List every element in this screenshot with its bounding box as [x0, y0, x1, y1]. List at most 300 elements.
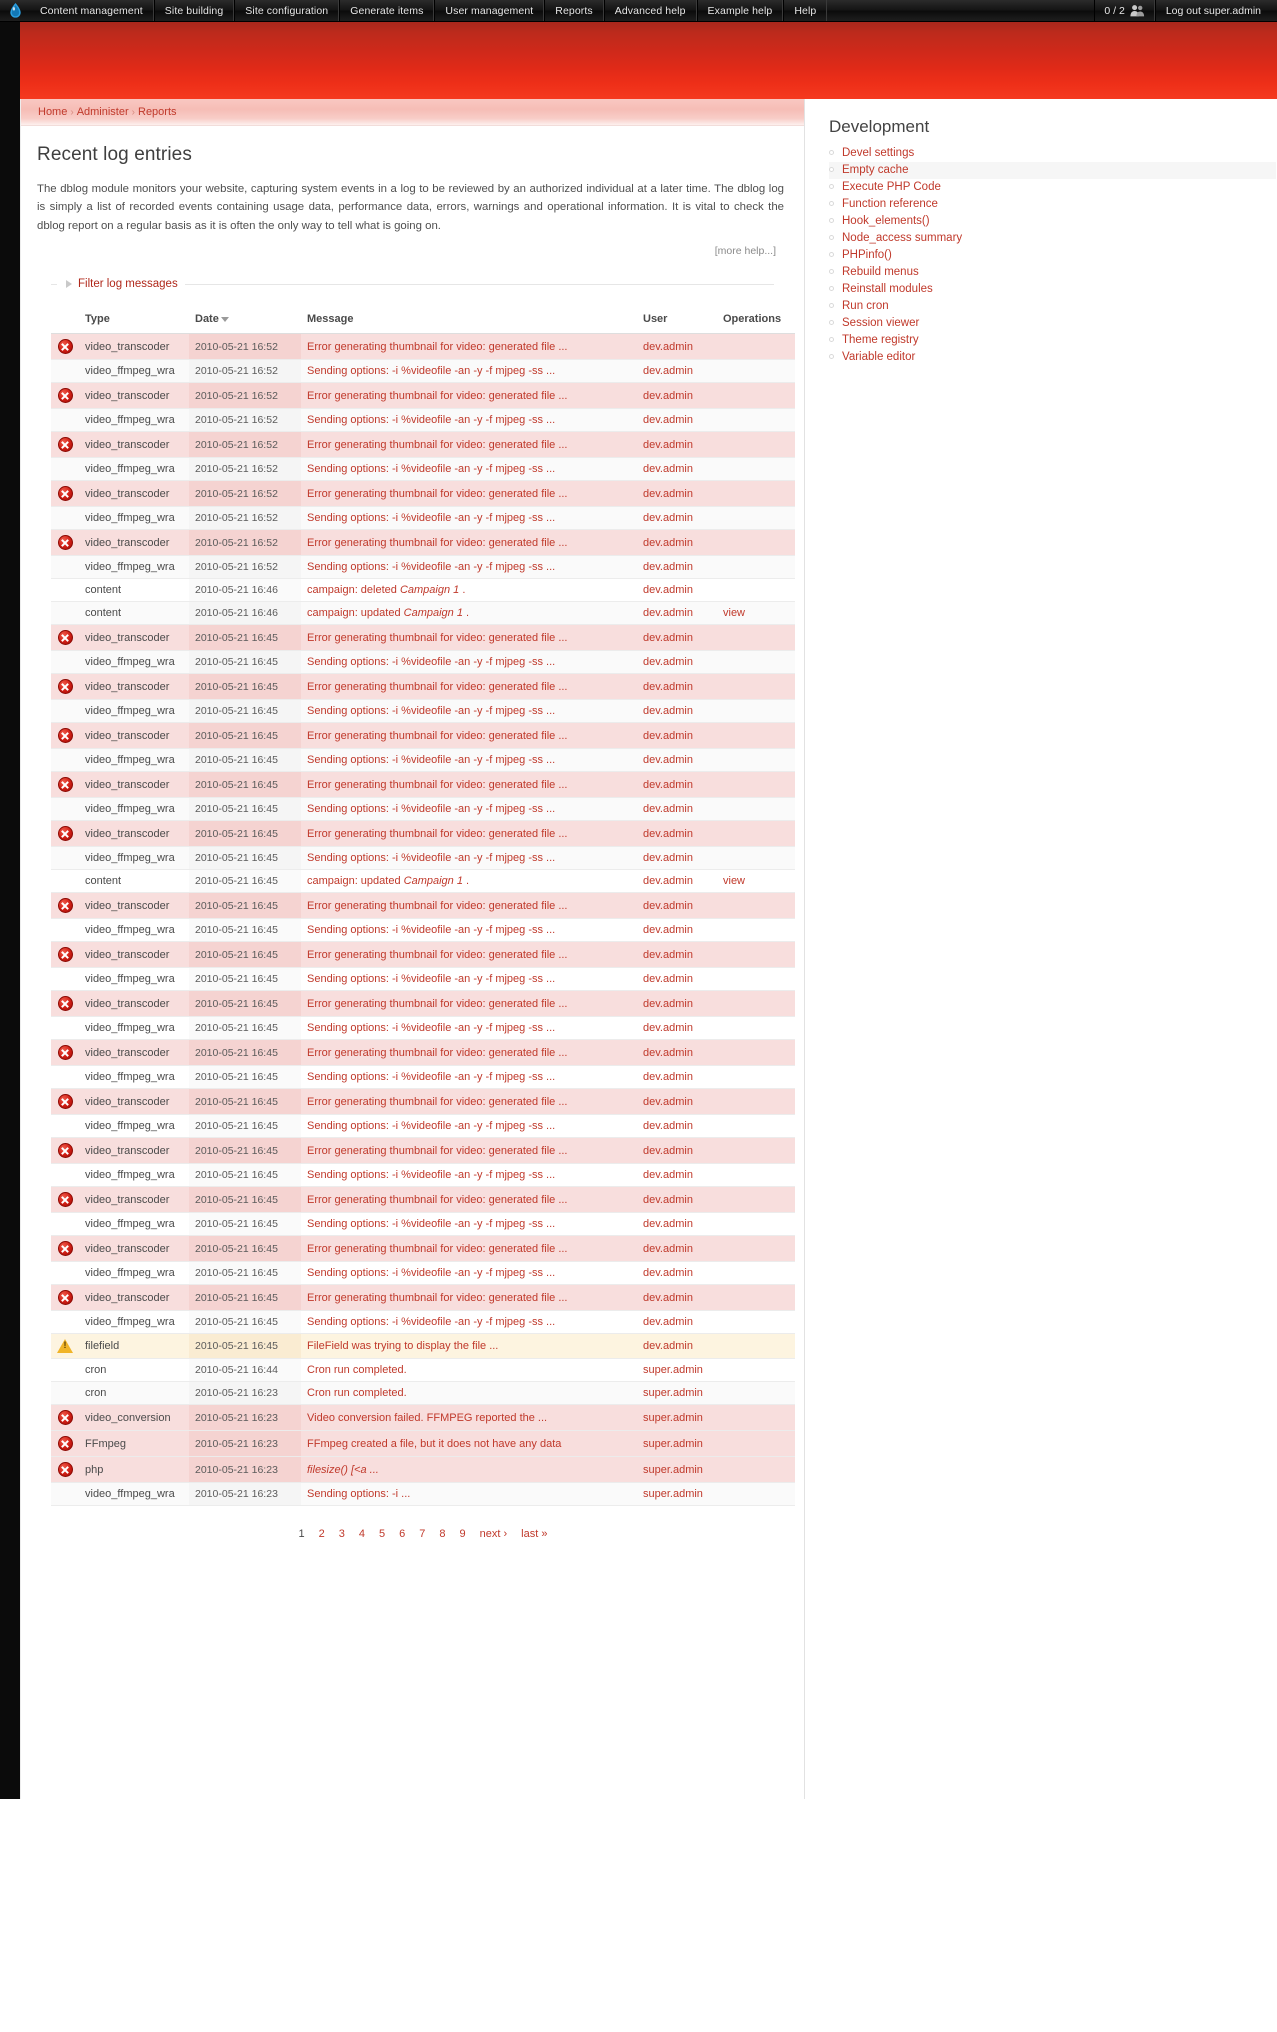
- user-link[interactable]: dev.admin: [643, 561, 693, 574]
- cell-date: 2010-05-21 16:45: [189, 1115, 301, 1138]
- toolbar-item-example-help[interactable]: Example help: [697, 0, 784, 21]
- error-icon: [58, 777, 73, 792]
- message-link[interactable]: Error generating thumbnail for video: generated file ...: [307, 1046, 568, 1059]
- message-link[interactable]: Error generating thumbnail for video: generated file ...: [307, 1144, 568, 1157]
- table-row[interactable]: [51, 1213, 795, 1236]
- table-row[interactable]: [51, 1138, 795, 1164]
- cell-date: 2010-05-21 16:45: [189, 651, 301, 674]
- cell-message: [301, 1334, 637, 1359]
- message-link[interactable]: Sending options: -i %videofile -an -y -f mjpeg -ss ...: [307, 803, 556, 816]
- cell-type: video_transcoder: [79, 432, 189, 458]
- message-link[interactable]: Cron run completed.: [307, 1364, 407, 1377]
- cell-message: [301, 481, 637, 507]
- pager-page-8[interactable]: 8: [439, 1528, 446, 1541]
- cell-message: [301, 1457, 637, 1483]
- table-row[interactable]: [51, 1066, 795, 1089]
- user-link[interactable]: dev.admin: [643, 899, 693, 912]
- pager: [51, 1528, 795, 1580]
- cell-message: [301, 1311, 637, 1334]
- cell-message: [301, 409, 637, 432]
- table-row[interactable]: [51, 1040, 795, 1066]
- user-link[interactable]: dev.admin: [643, 607, 693, 620]
- cell-type: video_ffmpeg_wra: [79, 968, 189, 991]
- user-link[interactable]: dev.admin: [643, 1120, 693, 1133]
- table-row[interactable]: [51, 870, 795, 893]
- user-link[interactable]: dev.admin: [643, 1022, 693, 1035]
- table-row[interactable]: [51, 1334, 795, 1359]
- user-link[interactable]: dev.admin: [643, 631, 693, 644]
- sidebar-item-label[interactable]: Session viewer: [842, 317, 920, 329]
- table-row[interactable]: [51, 1311, 795, 1334]
- user-link[interactable]: dev.admin: [643, 1144, 693, 1157]
- logout-link[interactable]: Log out super.admin: [1155, 0, 1277, 21]
- operation-view-link[interactable]: view: [723, 875, 746, 888]
- cell-operations: [717, 1457, 795, 1483]
- cell-type: video_ffmpeg_wra: [79, 847, 189, 870]
- message-link[interactable]: Sending options: -i %videofile -an -y -f mjpeg -ss ...: [307, 561, 556, 574]
- sidebar-item-label[interactable]: Variable editor: [842, 351, 916, 363]
- message-link[interactable]: Error generating thumbnail for video: generated file ...: [307, 680, 568, 693]
- table-row[interactable]: [51, 507, 795, 530]
- triangle-right-icon: [66, 280, 72, 288]
- operation-view-link[interactable]: view: [723, 607, 746, 620]
- cell-message: [301, 1382, 637, 1405]
- table-row[interactable]: [51, 1285, 795, 1311]
- severity-none: [51, 458, 79, 481]
- severity-error-icon: [51, 432, 79, 458]
- user-link[interactable]: dev.admin: [643, 414, 693, 427]
- severity-error-icon: [51, 942, 79, 968]
- message-link[interactable]: Error generating thumbnail for video: generated file ...: [307, 389, 568, 402]
- message-link[interactable]: Sending options: -i %videofile -an -y -f mjpeg -ss ...: [307, 1120, 556, 1133]
- cell-operations: [717, 1187, 795, 1213]
- user-link[interactable]: dev.admin: [643, 365, 693, 378]
- sidebar-item-label[interactable]: Run cron: [842, 300, 889, 312]
- user-link[interactable]: dev.admin: [643, 487, 693, 500]
- table-row[interactable]: [51, 893, 795, 919]
- online-users-indicator[interactable]: [1094, 0, 1154, 21]
- drupal-logo[interactable]: [0, 0, 30, 21]
- severity-error-icon: [51, 1187, 79, 1213]
- cell-user: [637, 334, 717, 360]
- cell-date: 2010-05-21 16:45: [189, 772, 301, 798]
- table-row[interactable]: [51, 530, 795, 556]
- bullet-icon: [829, 252, 834, 257]
- cell-user: [637, 1431, 717, 1457]
- admin-toolbar: [0, 0, 1277, 21]
- cell-operations: [717, 625, 795, 651]
- toolbar-item-site-configuration[interactable]: Site configuration: [234, 0, 339, 21]
- user-link[interactable]: dev.admin: [643, 1316, 693, 1329]
- message-link[interactable]: Sending options: -i %videofile -an -y -f mjpeg -ss ...: [307, 512, 556, 525]
- table-row[interactable]: [51, 458, 795, 481]
- message-link[interactable]: Sending options: -i %videofile -an -y -f mjpeg -ss ...: [307, 1169, 556, 1182]
- table-row[interactable]: [51, 674, 795, 700]
- cell-operations: [717, 991, 795, 1017]
- cell-operations: [717, 507, 795, 530]
- user-link[interactable]: dev.admin: [643, 512, 693, 525]
- severity-error-icon: [51, 674, 79, 700]
- table-row[interactable]: [51, 968, 795, 991]
- sidebar-item-execute-php-code[interactable]: [829, 179, 1276, 196]
- user-link[interactable]: dev.admin: [643, 1071, 693, 1084]
- message-link[interactable]: Sending options: -i %videofile -an -y -f mjpeg -ss ...: [307, 414, 556, 427]
- toolbar-item-content-management[interactable]: Content management: [30, 0, 154, 21]
- sidebar-item-session-viewer[interactable]: [829, 315, 1276, 332]
- table-row[interactable]: [51, 1262, 795, 1285]
- message-link[interactable]: Error generating thumbnail for video: generated file ...: [307, 1193, 568, 1206]
- pager-next[interactable]: next ›: [479, 1528, 508, 1541]
- pager-last[interactable]: last »: [521, 1528, 548, 1541]
- cell-user: [637, 507, 717, 530]
- cell-message: [301, 772, 637, 798]
- message-link[interactable]: Error generating thumbnail for video: generated file ...: [307, 948, 568, 961]
- user-link[interactable]: dev.admin: [643, 705, 693, 718]
- message-link[interactable]: Cron run completed.: [307, 1387, 407, 1400]
- message-link[interactable]: Sending options: -i %videofile -an -y -f mjpeg -ss ...: [307, 365, 556, 378]
- message-link[interactable]: Sending options: -i %videofile -an -y -f mjpeg -ss ...: [307, 1218, 556, 1231]
- pager-page-1[interactable]: 1: [298, 1528, 305, 1541]
- user-link[interactable]: dev.admin: [643, 973, 693, 986]
- bullet-icon: [829, 320, 834, 325]
- message-link[interactable]: Sending options: -i %videofile -an -y -f mjpeg -ss ...: [307, 1071, 556, 1084]
- error-icon: [58, 898, 73, 913]
- message-link[interactable]: campaign: deleted Campaign 1 .: [307, 584, 466, 597]
- user-link[interactable]: dev.admin: [643, 803, 693, 816]
- toolbar-item-help[interactable]: Help: [783, 0, 827, 21]
- cell-user: [637, 1334, 717, 1359]
- more-help-link[interactable]: [more help...]: [714, 245, 776, 258]
- table-row[interactable]: [51, 798, 795, 821]
- message-link[interactable]: campaign: updated Campaign 1 .: [307, 607, 470, 620]
- user-link[interactable]: dev.admin: [643, 1291, 693, 1304]
- message-link[interactable]: Error generating thumbnail for video: generated file ...: [307, 729, 568, 742]
- cell-date: 2010-05-21 16:45: [189, 1138, 301, 1164]
- table-row[interactable]: [51, 942, 795, 968]
- message-link[interactable]: Sending options: -i %videofile -an -y -f mjpeg -ss ...: [307, 1267, 556, 1280]
- user-link[interactable]: dev.admin: [643, 778, 693, 791]
- cell-user: [637, 919, 717, 942]
- breadcrumb-item-administer[interactable]: Administer: [76, 106, 129, 118]
- user-link[interactable]: dev.admin: [643, 340, 693, 353]
- user-link[interactable]: dev.admin: [643, 1193, 693, 1206]
- cell-date: 2010-05-21 16:23: [189, 1431, 301, 1457]
- sidebar-item-phpinfo[interactable]: [829, 247, 1276, 264]
- message-link[interactable]: Error generating thumbnail for video: generated file ...: [307, 997, 568, 1010]
- sidebar-item-devel-settings[interactable]: [829, 145, 1276, 162]
- message-link[interactable]: Sending options: -i %videofile -an -y -f mjpeg -ss ...: [307, 1316, 556, 1329]
- cell-message: [301, 1066, 637, 1089]
- user-link[interactable]: dev.admin: [643, 656, 693, 669]
- table-row[interactable]: [51, 1164, 795, 1187]
- message-emphasis: Campaign 1: [403, 875, 463, 888]
- cell-operations: [717, 602, 795, 625]
- message-link[interactable]: Sending options: -i %videofile -an -y -f mjpeg -ss ...: [307, 705, 556, 718]
- error-icon: [58, 535, 73, 550]
- severity-none: [51, 1066, 79, 1089]
- cell-message: [301, 458, 637, 481]
- sidebar-item-label[interactable]: Theme registry: [842, 334, 919, 346]
- bullet-icon: [829, 235, 834, 240]
- cell-operations: [717, 1164, 795, 1187]
- message-link[interactable]: Error generating thumbnail for video: generated file ...: [307, 1242, 568, 1255]
- message-link[interactable]: [307, 1464, 379, 1476]
- breadcrumb-separator: ›: [70, 107, 74, 118]
- cell-type: video_transcoder: [79, 942, 189, 968]
- user-link[interactable]: dev.admin: [643, 827, 693, 840]
- user-link[interactable]: super.admin: [643, 1488, 703, 1501]
- sidebar-item-theme-registry[interactable]: [829, 332, 1276, 349]
- cell-user: [637, 942, 717, 968]
- cell-user: [637, 1262, 717, 1285]
- cell-user: [637, 847, 717, 870]
- message-link[interactable]: Error generating thumbnail for video: generated file ...: [307, 487, 568, 500]
- cell-operations: [717, 1213, 795, 1236]
- cell-operations: [717, 1089, 795, 1115]
- cell-user: [637, 798, 717, 821]
- banner-left-rail: [0, 22, 20, 99]
- sidebar-item-label[interactable]: Hook_elements(): [842, 215, 930, 227]
- user-link[interactable]: dev.admin: [643, 584, 693, 597]
- table-row[interactable]: [51, 432, 795, 458]
- user-link[interactable]: dev.admin: [643, 754, 693, 767]
- cell-date: 2010-05-21 16:52: [189, 432, 301, 458]
- table-row[interactable]: [51, 919, 795, 942]
- cell-user: [637, 530, 717, 556]
- sidebar-item-rebuild-menus[interactable]: [829, 264, 1276, 281]
- message-link[interactable]: Sending options: -i ...: [307, 1488, 411, 1501]
- message-link[interactable]: Error generating thumbnail for video: generated file ...: [307, 899, 568, 912]
- cell-date: 2010-05-21 16:45: [189, 1334, 301, 1359]
- sidebar-item-hook-elements[interactable]: [829, 213, 1276, 230]
- table-row[interactable]: [51, 772, 795, 798]
- sidebar-item-label[interactable]: Devel settings: [842, 147, 915, 159]
- cell-user: [637, 602, 717, 625]
- user-link[interactable]: dev.admin: [643, 1242, 693, 1255]
- user-link[interactable]: dev.admin: [643, 852, 693, 865]
- sidebar-item-variable-editor[interactable]: [829, 349, 1276, 366]
- user-link[interactable]: super.admin: [643, 1387, 703, 1400]
- table-row[interactable]: [51, 1236, 795, 1262]
- user-link[interactable]: dev.admin: [643, 997, 693, 1010]
- warning-icon: [57, 1339, 73, 1353]
- message-link[interactable]: Sending options: -i %videofile -an -y -f mjpeg -ss ...: [307, 852, 556, 865]
- table-row[interactable]: [51, 481, 795, 507]
- message-link[interactable]: Error generating thumbnail for video: generated file ...: [307, 536, 568, 549]
- table-row[interactable]: [51, 1382, 795, 1405]
- table-row[interactable]: [51, 409, 795, 432]
- table-row[interactable]: [51, 1359, 795, 1382]
- user-link[interactable]: dev.admin: [643, 463, 693, 476]
- cell-type: video_transcoder: [79, 625, 189, 651]
- message-link[interactable]: Sending options: -i %videofile -an -y -f mjpeg -ss ...: [307, 924, 556, 937]
- table-row[interactable]: [51, 749, 795, 772]
- table-row[interactable]: [51, 1483, 795, 1506]
- user-link[interactable]: super.admin: [643, 1411, 703, 1424]
- sidebar-item-label[interactable]: Empty cache: [842, 164, 909, 176]
- user-link[interactable]: super.admin: [643, 1364, 703, 1377]
- table-row[interactable]: [51, 847, 795, 870]
- table-row[interactable]: [51, 991, 795, 1017]
- user-link[interactable]: dev.admin: [643, 536, 693, 549]
- user-link[interactable]: dev.admin: [643, 389, 693, 402]
- user-link[interactable]: dev.admin: [643, 875, 693, 888]
- user-link[interactable]: dev.admin: [643, 1169, 693, 1182]
- cell-user: [637, 651, 717, 674]
- cell-date: 2010-05-21 16:45: [189, 919, 301, 942]
- user-link[interactable]: dev.admin: [643, 1340, 693, 1353]
- table-row[interactable]: [51, 1431, 795, 1457]
- user-link[interactable]: dev.admin: [643, 438, 693, 451]
- table-row[interactable]: [51, 1115, 795, 1138]
- sidebar-item-reinstall-modules[interactable]: [829, 281, 1276, 298]
- sidebar-item-label[interactable]: Rebuild menus: [842, 266, 919, 278]
- table-row[interactable]: [51, 651, 795, 674]
- cell-date: 2010-05-21 16:45: [189, 798, 301, 821]
- cell-user: [637, 1311, 717, 1334]
- severity-error-icon: [51, 1236, 79, 1262]
- log-table-header-row: [51, 307, 795, 334]
- cell-message: [301, 1285, 637, 1311]
- error-icon: [58, 728, 73, 743]
- table-row[interactable]: [51, 334, 795, 360]
- breadcrumb-item-reports[interactable]: Reports: [138, 106, 177, 118]
- sidebar-item-empty-cache[interactable]: [829, 162, 1276, 179]
- pager-page-5[interactable]: 5: [379, 1528, 386, 1541]
- user-link[interactable]: dev.admin: [643, 680, 693, 693]
- sidebar-item-node-access-summary[interactable]: [829, 230, 1276, 247]
- message-link[interactable]: Error generating thumbnail for video: generated file ...: [307, 1095, 568, 1108]
- cell-date: 2010-05-21 16:45: [189, 674, 301, 700]
- toolbar-item-site-building[interactable]: Site building: [154, 0, 235, 21]
- user-link[interactable]: dev.admin: [643, 1095, 693, 1108]
- message-link[interactable]: Sending options: -i %videofile -an -y -f mjpeg -ss ...: [307, 754, 556, 767]
- sidebar-item-label[interactable]: Reinstall modules: [842, 283, 933, 295]
- severity-none: [51, 749, 79, 772]
- table-row[interactable]: [51, 1457, 795, 1483]
- cell-user: [637, 481, 717, 507]
- severity-error-icon: [51, 481, 79, 507]
- user-link[interactable]: dev.admin: [643, 948, 693, 961]
- table-row[interactable]: [51, 556, 795, 579]
- header-user[interactable]: User: [637, 307, 717, 334]
- sidebar-item-label[interactable]: PHPinfo(): [842, 249, 892, 261]
- filter-log-messages-toggle[interactable]: [57, 278, 185, 290]
- table-row[interactable]: [51, 821, 795, 847]
- cell-date: 2010-05-21 16:45: [189, 1213, 301, 1236]
- table-row[interactable]: [51, 579, 795, 602]
- sidebar-item-label[interactable]: Function reference: [842, 198, 938, 210]
- table-row[interactable]: [51, 602, 795, 625]
- cell-operations: [717, 1483, 795, 1506]
- cell-operations: [717, 360, 795, 383]
- message-link[interactable]: Error generating thumbnail for video: generated file ...: [307, 827, 568, 840]
- message-link[interactable]: Sending options: -i %videofile -an -y -f mjpeg -ss ...: [307, 1022, 556, 1035]
- severity-error-icon: [51, 1040, 79, 1066]
- cell-user: [637, 1382, 717, 1405]
- table-row[interactable]: [51, 700, 795, 723]
- cell-date: 2010-05-21 16:23: [189, 1457, 301, 1483]
- pager-page-6[interactable]: 6: [399, 1528, 406, 1541]
- cell-user: [637, 383, 717, 409]
- user-link[interactable]: dev.admin: [643, 729, 693, 742]
- pager-page-9[interactable]: 9: [459, 1528, 466, 1541]
- header-date[interactable]: [189, 307, 301, 334]
- pager-page-4[interactable]: 4: [358, 1528, 366, 1541]
- cell-date: 2010-05-21 16:45: [189, 1311, 301, 1334]
- breadcrumb-item-home[interactable]: Home: [38, 106, 68, 118]
- sidebar-item-run-cron[interactable]: [829, 298, 1276, 315]
- user-link[interactable]: dev.admin: [643, 1218, 693, 1231]
- cell-message: [301, 870, 637, 893]
- message-link[interactable]: Sending options: -i %videofile -an -y -f mjpeg -ss ...: [307, 973, 556, 986]
- message-link[interactable]: Error generating thumbnail for video: generated file ...: [307, 1291, 568, 1304]
- user-link[interactable]: super.admin: [643, 1463, 703, 1476]
- table-row[interactable]: [51, 1017, 795, 1040]
- message-link[interactable]: campaign: updated Campaign 1 .: [307, 875, 470, 888]
- table-row[interactable]: [51, 360, 795, 383]
- cell-user: [637, 1138, 717, 1164]
- severity-none: [51, 870, 79, 893]
- table-row[interactable]: [51, 1089, 795, 1115]
- message-link[interactable]: Sending options: -i %videofile -an -y -f mjpeg -ss ...: [307, 656, 556, 669]
- sidebar-item-function-reference[interactable]: [829, 196, 1276, 213]
- cell-operations: [717, 432, 795, 458]
- severity-none: [51, 1213, 79, 1236]
- cell-operations: [717, 1236, 795, 1262]
- user-link[interactable]: dev.admin: [643, 924, 693, 937]
- cell-message: [301, 556, 637, 579]
- table-row[interactable]: [51, 383, 795, 409]
- user-link[interactable]: dev.admin: [643, 1046, 693, 1059]
- cell-type: video_ffmpeg_wra: [79, 919, 189, 942]
- cell-type: video_transcoder: [79, 530, 189, 556]
- pager-page-2[interactable]: 2: [318, 1528, 325, 1541]
- cell-operations: [717, 1382, 795, 1405]
- pager-page-3[interactable]: 3: [338, 1528, 345, 1541]
- table-row[interactable]: [51, 1405, 795, 1431]
- message-link[interactable]: Video conversion failed. FFMPEG reported the ...: [307, 1411, 548, 1424]
- cell-type: video_transcoder: [79, 674, 189, 700]
- error-icon: [58, 339, 73, 354]
- pager-page-7[interactable]: 7: [419, 1528, 426, 1541]
- message-link[interactable]: Error generating thumbnail for video: generated file ...: [307, 631, 568, 644]
- header-type[interactable]: Type: [79, 307, 189, 334]
- toolbar-item-reports[interactable]: Reports: [544, 0, 603, 21]
- user-link[interactable]: dev.admin: [643, 1267, 693, 1280]
- cell-operations: [717, 1040, 795, 1066]
- message-link[interactable]: Sending options: -i %videofile -an -y -f mjpeg -ss ...: [307, 463, 556, 476]
- table-row[interactable]: [51, 723, 795, 749]
- message-link[interactable]: Error generating thumbnail for video: generated file ...: [307, 778, 568, 791]
- table-row[interactable]: [51, 625, 795, 651]
- cell-message: [301, 847, 637, 870]
- message-link[interactable]: Error generating thumbnail for video: generated file ...: [307, 340, 568, 353]
- message-link[interactable]: FFmpeg created a file, but it does not have any data: [307, 1437, 562, 1450]
- message-link[interactable]: FileField was trying to display the file ...: [307, 1340, 499, 1353]
- toolbar-item-advanced-help[interactable]: Advanced help: [604, 0, 697, 21]
- toolbar-item-generate-items[interactable]: Generate items: [339, 0, 434, 21]
- cell-type: video_conversion: [79, 1405, 189, 1431]
- cell-date: 2010-05-21 16:45: [189, 1089, 301, 1115]
- sidebar-item-label[interactable]: Node_access summary: [842, 232, 963, 244]
- table-row[interactable]: [51, 1187, 795, 1213]
- user-link[interactable]: super.admin: [643, 1437, 703, 1450]
- sidebar-item-label[interactable]: Execute PHP Code: [842, 181, 941, 193]
- message-link[interactable]: Error generating thumbnail for video: generated file ...: [307, 438, 568, 451]
- bullet-icon: [829, 184, 834, 189]
- toolbar-item-user-management[interactable]: User management: [434, 0, 544, 21]
